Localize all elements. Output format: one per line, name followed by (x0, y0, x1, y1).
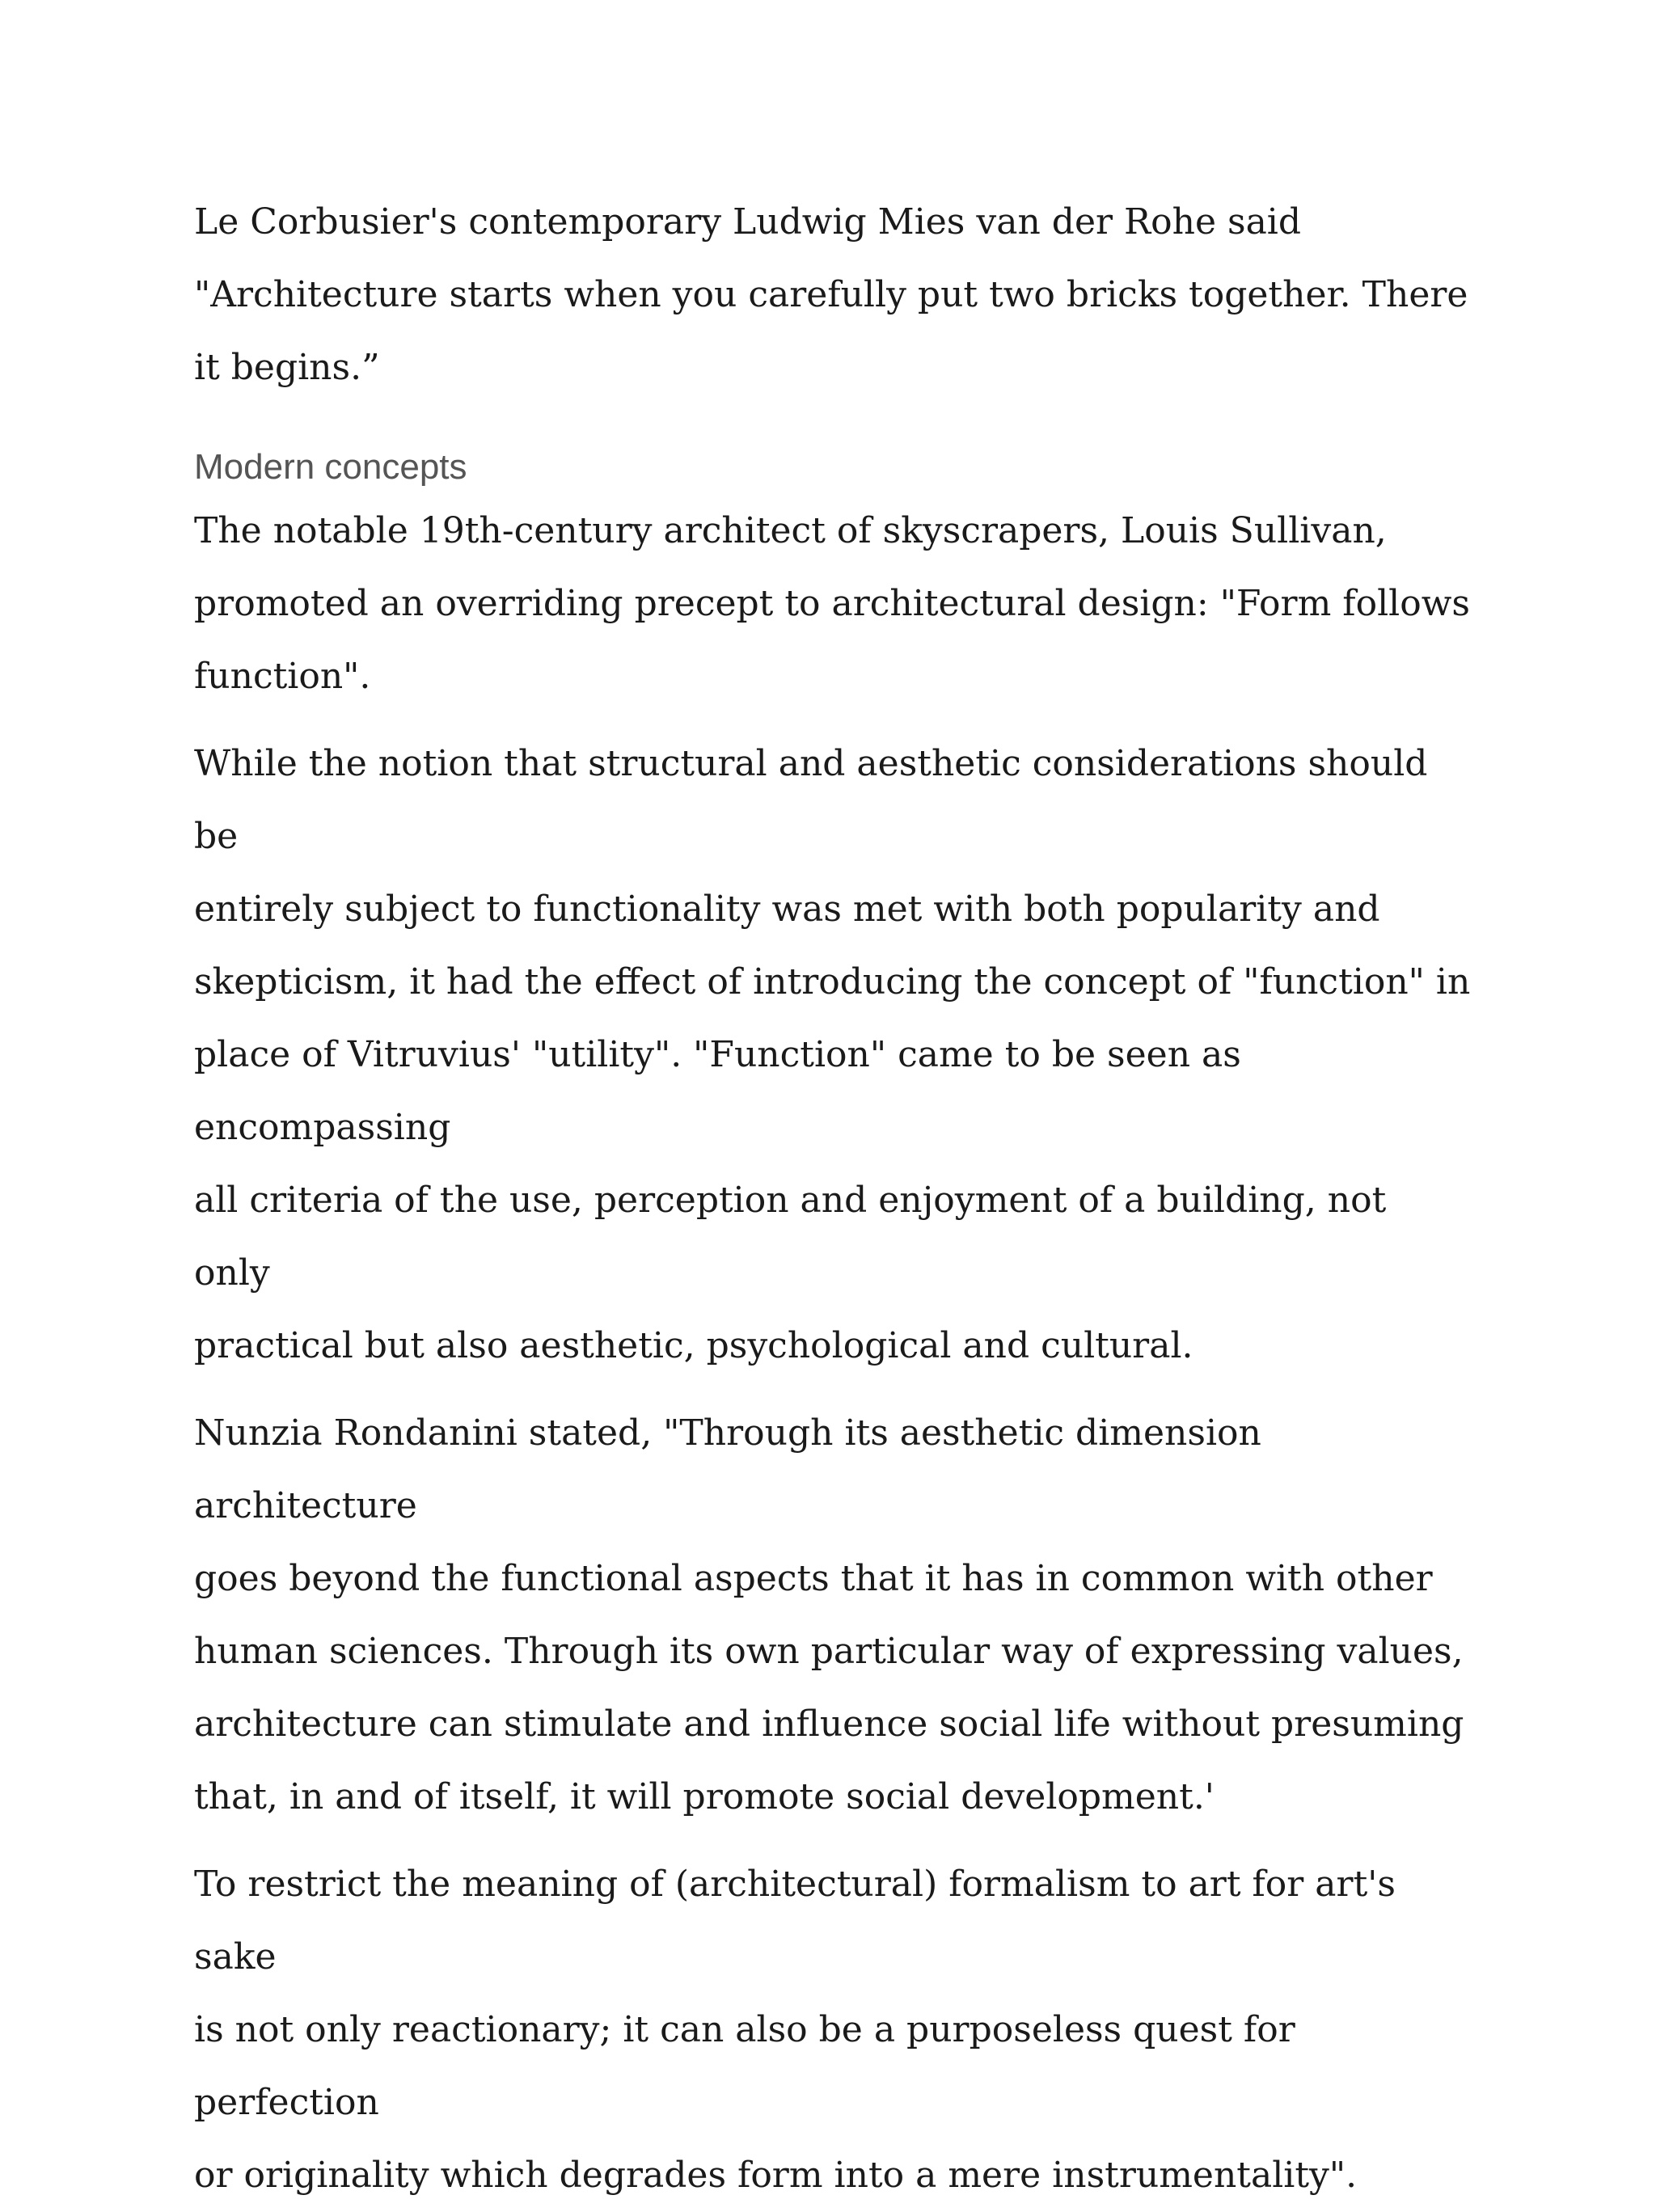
section-heading: Modern concepts (194, 447, 467, 487)
paragraph-rondanini: Nunzia Rondanini stated, "Through its aesthetic dimension architecture goes beyond the functional aspects that it has in common with other human sciences. Through its own particular way of expressing values, architecture can stimulate and influence social life without presuming that, in and of itself, it will promote social development.' (194, 1412, 1464, 1817)
intro-paragraph: Le Corbusier's contemporary Ludwig Mies van der Rohe said "Architecture starts when you carefully put two bricks together. There it begins.” (194, 201, 1468, 388)
paragraph-formalism: To restrict the meaning of (architectural) formalism to art for art's sake is not only reactionary; it can also be a purposeless quest for perfection or originality which degrades form into a mere instrumentality". (194, 1864, 1396, 2196)
paragraph-sullivan: The notable 19th-century architect of skyscrapers, Louis Sullivan, promoted an overriding precept to architectural design: "Form follows function". (194, 510, 1470, 697)
document-page (194, 186, 1472, 2212)
paragraph-function: While the notion that structural and aesthetic considerations should be entirely subject to functionality was met with both popularity and skepticism, it had the effect of introducing the concept of "function" in place of Vitruvius' "utility". "Function" came to be seen as encompassing all criteria of the use, perception and enjoyment of a building, not only practical but also aesthetic, psychological and cultural. (194, 743, 1471, 1366)
